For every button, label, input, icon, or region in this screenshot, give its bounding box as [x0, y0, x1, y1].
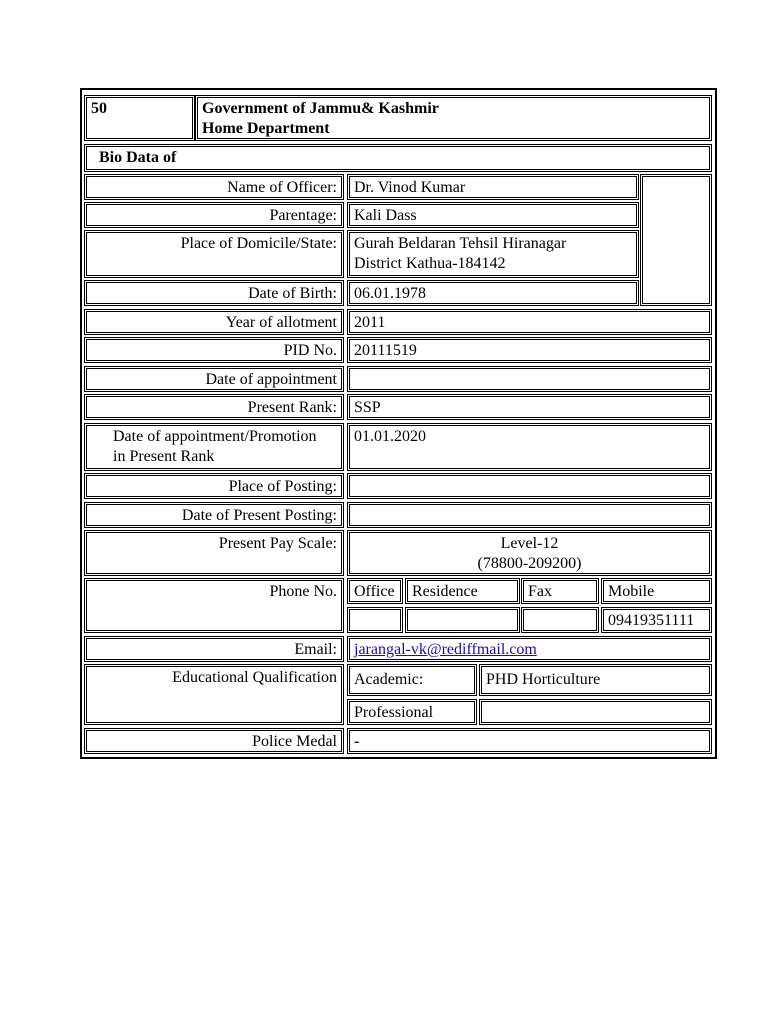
department-title-line2: Home Department	[202, 120, 330, 137]
email-link[interactable]: jarangal-vk@rediffmail.com	[354, 641, 537, 658]
dob-value: 06.01.1978	[347, 280, 639, 306]
medal-label: Police Medal	[84, 728, 344, 754]
pay-scale-range: (78800-209200)	[477, 555, 582, 572]
professional-value	[479, 699, 712, 725]
parentage-value: Kali Dass	[347, 202, 639, 228]
bio-data-heading: Bio Data of	[84, 144, 712, 172]
serial-number: 50	[84, 95, 195, 141]
posting-label: Place of Posting:	[84, 473, 344, 499]
phone-mobile-value: 09419351111	[601, 607, 712, 633]
rank-value: SSP	[347, 394, 712, 420]
appointment-label: Date of appointment	[84, 366, 344, 392]
pid-value: 20111519	[347, 337, 712, 363]
department-header	[195, 95, 712, 141]
domicile-line1: Gurah Beldaran Tehsil Hiranagar	[354, 235, 567, 252]
present-posting-value	[347, 502, 712, 528]
posting-value	[347, 473, 712, 499]
allotment-label: Year of allotment	[84, 309, 344, 335]
promotion-value: 01.01.2020	[347, 423, 712, 471]
medal-value: -	[347, 728, 712, 754]
email-label: Email:	[84, 636, 344, 662]
promotion-label	[84, 423, 344, 471]
academic-label: Academic:	[347, 664, 477, 696]
rank-label: Present Rank:	[84, 394, 344, 420]
present-posting-label: Date of Present Posting:	[84, 502, 344, 528]
phone-fax-value	[521, 607, 599, 633]
pay-scale-value	[347, 530, 712, 576]
phone-office-value	[347, 607, 403, 633]
domicile-label: Place of Domicile/State:	[84, 230, 344, 278]
allotment-value: 2011	[347, 309, 712, 335]
phone-residence-header: Residence	[405, 578, 520, 604]
parentage-label: Parentage:	[84, 202, 344, 228]
appointment-value	[347, 366, 712, 392]
pay-scale-label: Present Pay Scale:	[84, 530, 344, 576]
name-label: Name of Officer:	[84, 174, 344, 200]
photo-box	[640, 174, 712, 306]
pid-label: PID No.	[84, 337, 344, 363]
phone-fax-header: Fax	[521, 578, 599, 604]
phone-label: Phone No.	[84, 578, 344, 633]
promotion-label-line1: Date of appointment/Promotion	[113, 428, 317, 445]
phone-mobile-header: Mobile	[601, 578, 712, 604]
phone-residence-value	[405, 607, 520, 633]
department-title-line1: Government of Jammu& Kashmir	[202, 100, 439, 117]
email-value-cell	[347, 636, 712, 662]
academic-value: PHD Horticulture	[479, 664, 712, 696]
domicile-line2: District Kathua-184142	[354, 255, 506, 272]
education-label: Educational Qualification	[84, 664, 344, 725]
pay-scale-level: Level-12	[500, 535, 559, 552]
phone-office-header: Office	[347, 578, 403, 604]
domicile-value	[347, 230, 639, 278]
promotion-label-line2: in Present Rank	[113, 448, 215, 465]
name-value: Dr. Vinod Kumar	[347, 174, 639, 200]
dob-label: Date of Birth:	[84, 280, 344, 306]
professional-label: Professional	[347, 699, 477, 725]
